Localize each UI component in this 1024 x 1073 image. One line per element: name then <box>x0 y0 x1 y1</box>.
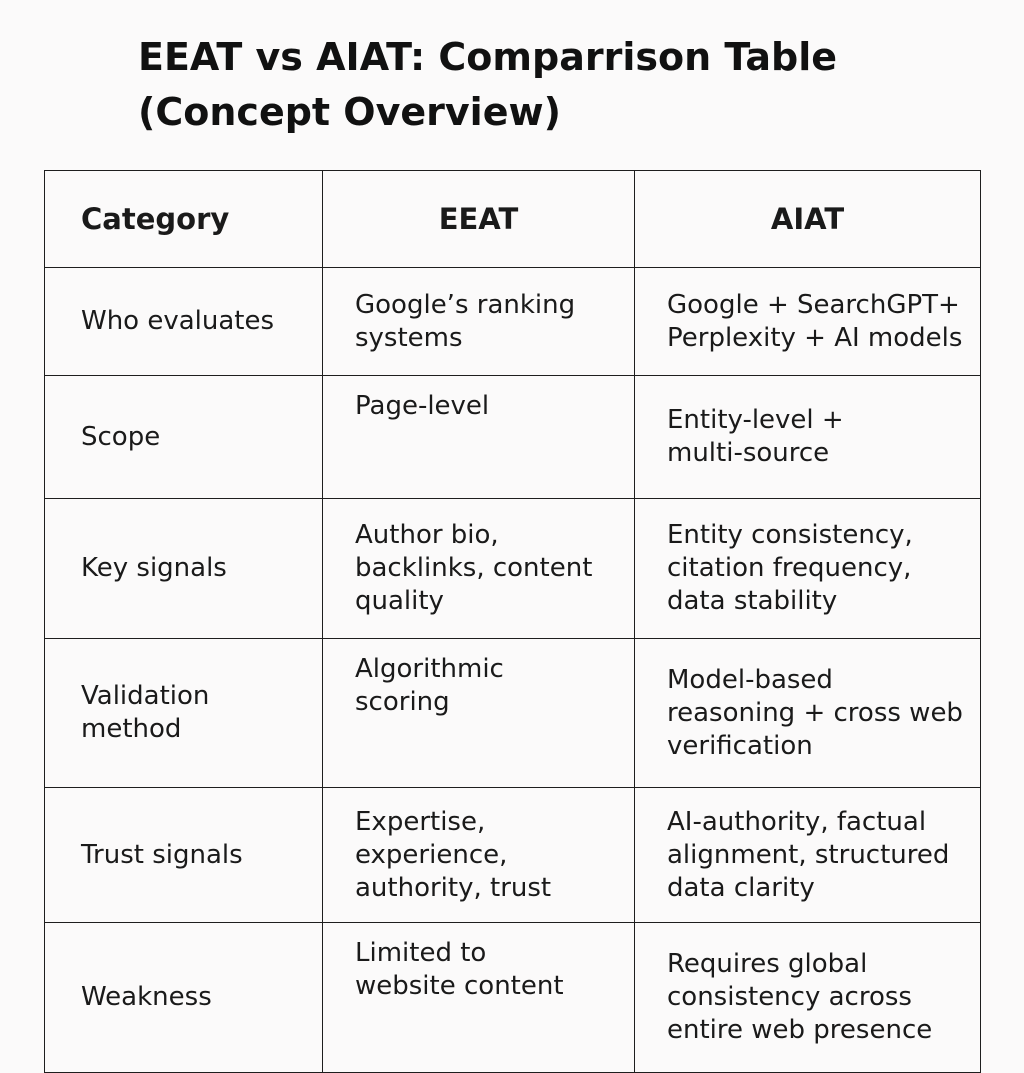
eeat-cell: Algorithmic scoring <box>323 639 635 788</box>
category-cell: Who evaluates <box>45 268 323 376</box>
category-cell: Key signals <box>45 499 323 639</box>
title-line-1: EEAT vs AIAT: Comparrison Table <box>138 35 838 79</box>
table-row <box>45 923 981 1073</box>
eeat-cell: Expertise, experience, authority, trust <box>323 788 635 923</box>
table-row <box>45 639 981 788</box>
aiat-cell: Entity consistency, citation frequency, data stability <box>635 499 981 639</box>
header-aiat: AIAT <box>635 171 981 268</box>
aiat-cell: Google + SearchGPT+ Perplexity + AI models <box>635 268 981 376</box>
category-cell: Trust signals <box>45 788 323 923</box>
page-title <box>138 30 837 140</box>
aiat-cell: Model-based reasoning + cross web verification <box>635 639 981 788</box>
eeat-cell: Google’s ranking systems <box>323 268 635 376</box>
eeat-cell: Page-level <box>323 376 635 499</box>
aiat-cell: Requires global consistency across entire web presence <box>635 923 981 1073</box>
title-line-2: (Concept Overview) <box>138 90 561 134</box>
eeat-cell: Author bio, backlinks, content quality <box>323 499 635 639</box>
category-cell: Scope <box>45 376 323 499</box>
table-row <box>45 788 981 923</box>
comparison-table <box>44 170 981 1073</box>
table-row <box>45 499 981 639</box>
table-header-row <box>45 171 981 268</box>
aiat-cell: Entity-level + multi-source <box>635 376 981 499</box>
header-eeat: EEAT <box>323 171 635 268</box>
category-cell: Weakness <box>45 923 323 1073</box>
aiat-cell: AI-authority, factual alignment, structured data clarity <box>635 788 981 923</box>
eeat-cell: Limited to website content <box>323 923 635 1073</box>
table-row <box>45 376 981 499</box>
header-category: Category <box>45 171 323 268</box>
table-row <box>45 268 981 376</box>
category-cell: Validation method <box>45 639 323 788</box>
